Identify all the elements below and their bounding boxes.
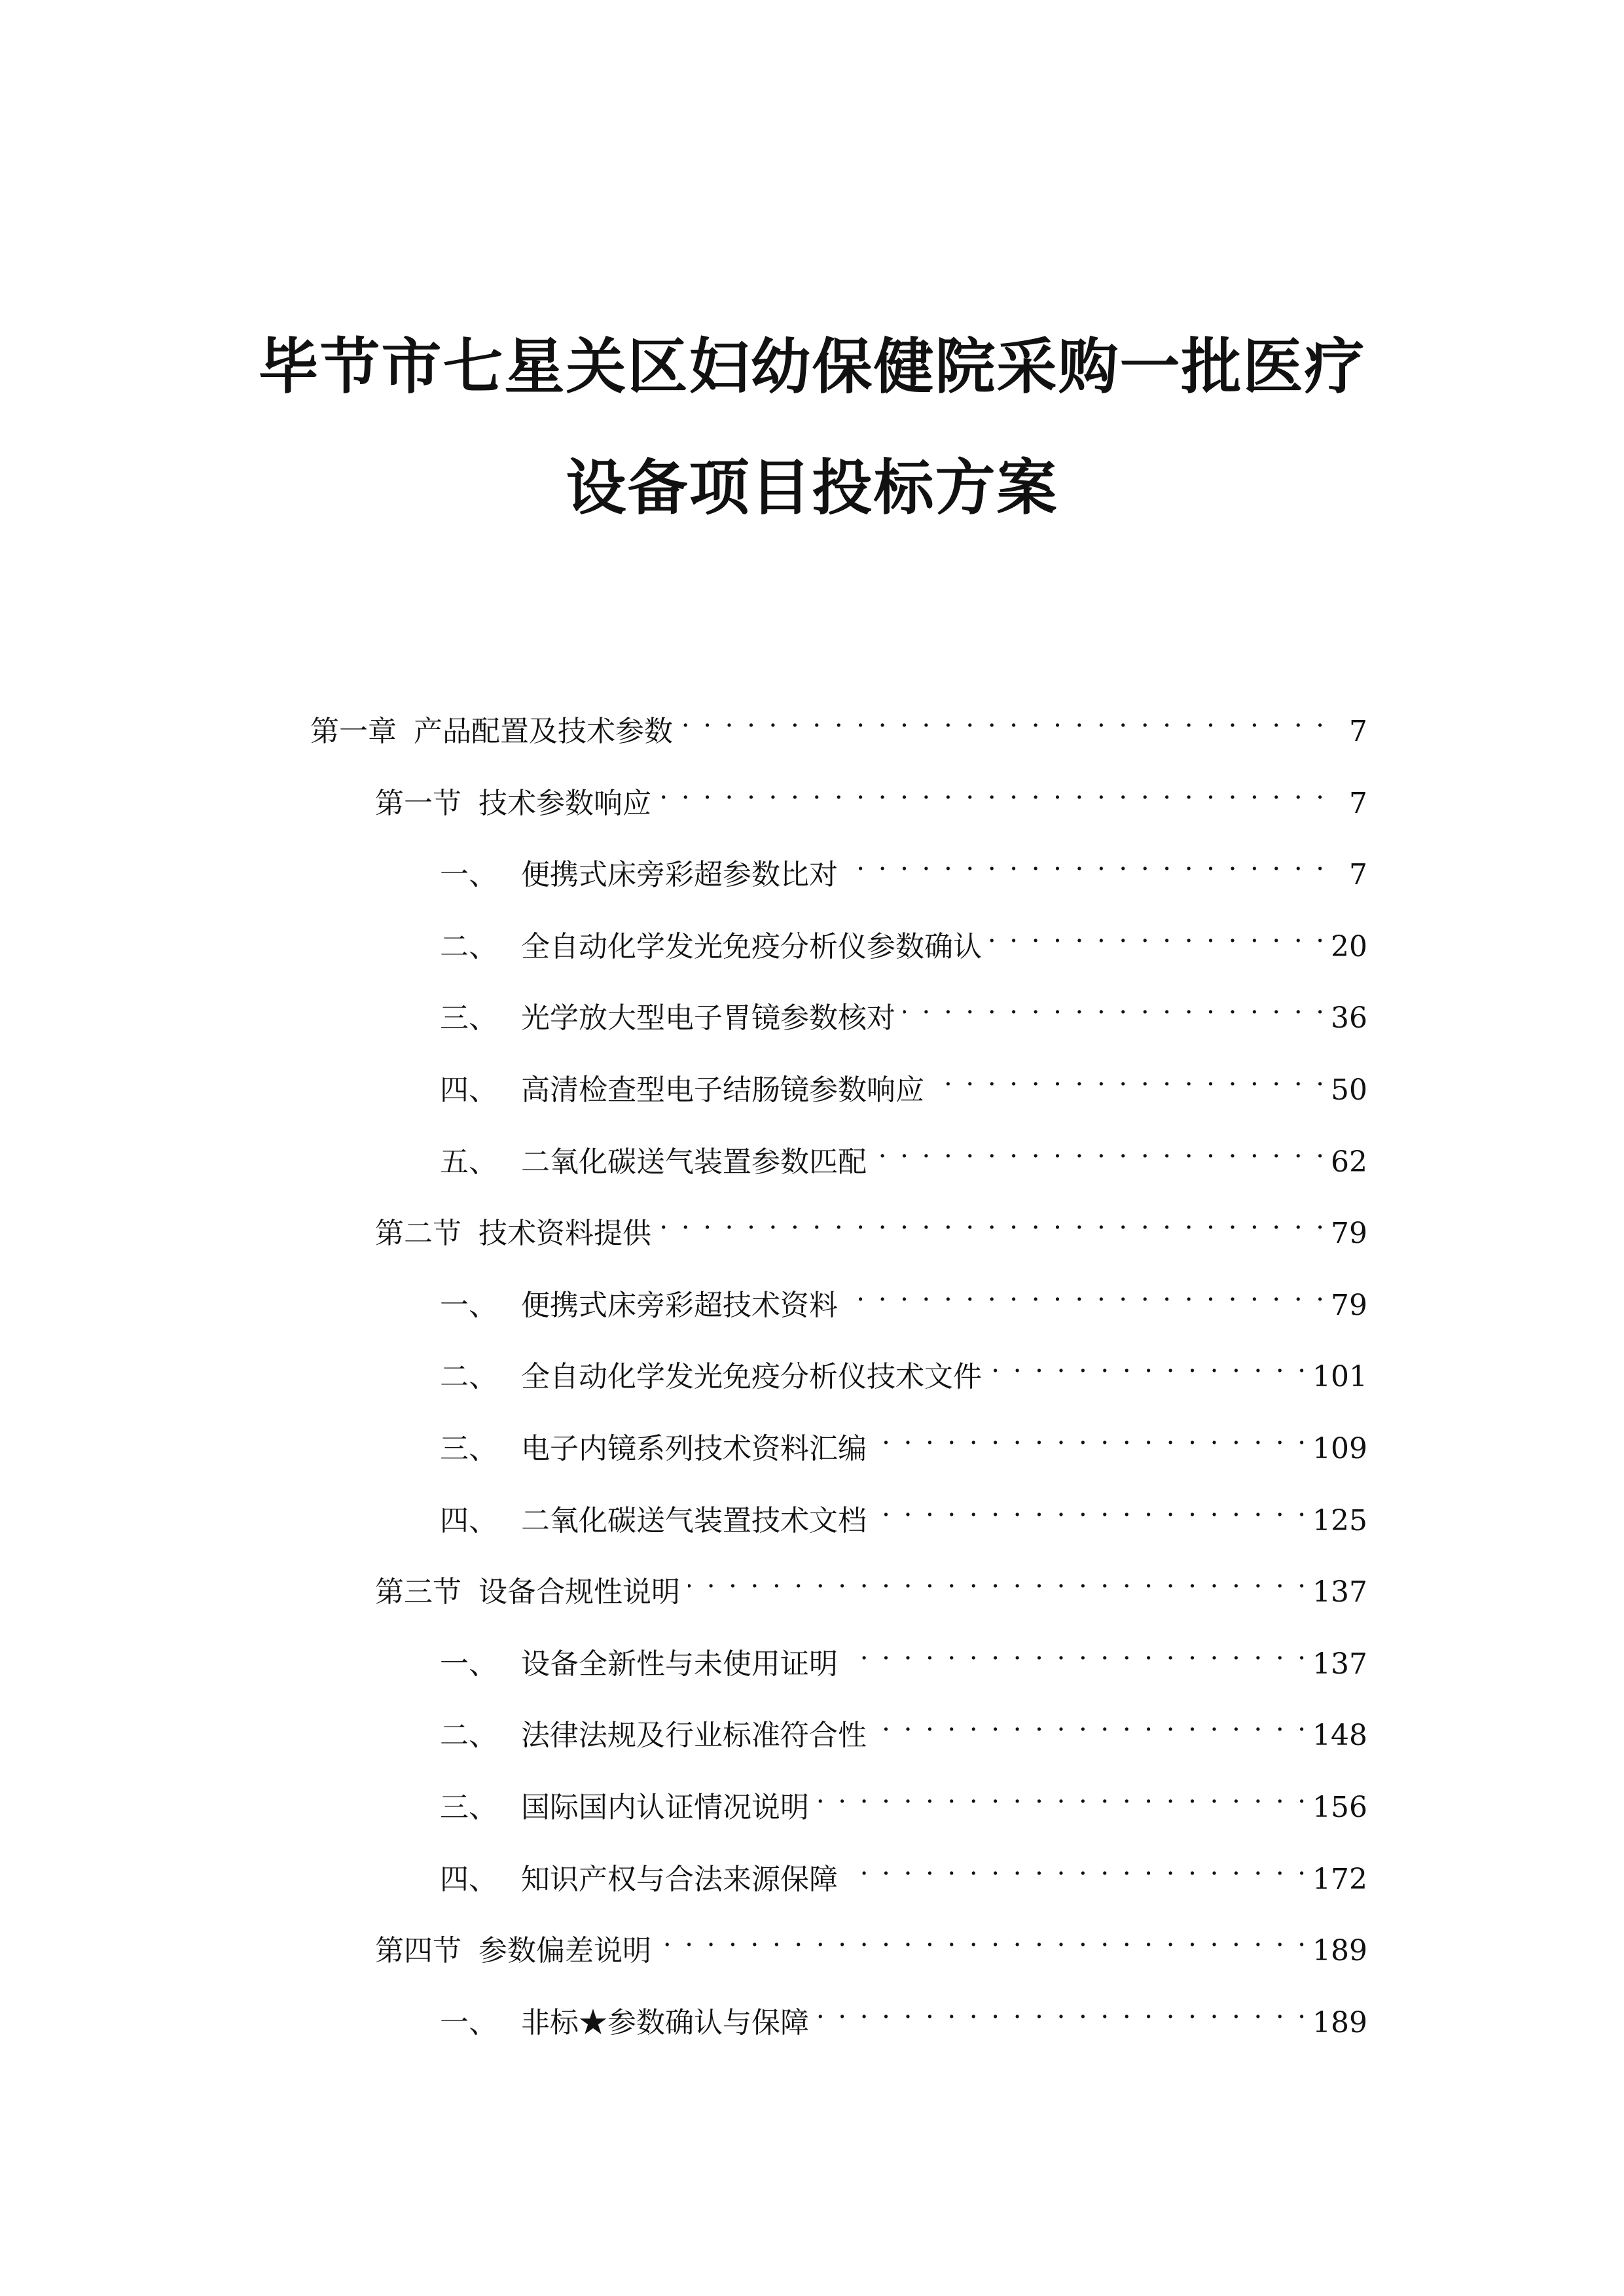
toc-entry-label: 非标★参数确认与保障 (521, 2005, 809, 2039)
toc-entry[interactable] (0, 910, 1624, 963)
toc-entry-row (440, 1269, 1367, 1329)
toc-entry-row (375, 767, 1367, 827)
toc-entry[interactable] (0, 767, 1624, 820)
document-title-line-1: 毕节市七星关区妇幼保健院采购一批医疗 (258, 332, 1366, 402)
toc-entry-page-number: 137 (1312, 1647, 1367, 1681)
toc-entry-label: 电子内镜系列技术资料汇编 (521, 1432, 867, 1465)
toc-entry-row (440, 1340, 1367, 1400)
toc-entry-page-number: 172 (1312, 1862, 1367, 1896)
toc-entry-page-number: 20 (1331, 929, 1367, 963)
toc-entry-number: 五、 (440, 1145, 497, 1179)
toc-entry[interactable] (0, 1699, 1624, 1753)
toc-entry-row (440, 1699, 1367, 1759)
toc-entry-page-number: 50 (1331, 1073, 1367, 1107)
toc-entry-row (375, 1197, 1367, 1257)
toc-entry-page-number: 137 (1312, 1575, 1367, 1609)
toc-entry-number: 四、 (440, 1862, 497, 1896)
toc-entry-page-number: 7 (1349, 715, 1367, 748)
toc-entry-row (375, 1556, 1367, 1615)
toc-entry-label: 二氧化碳送气装置参数匹配 (521, 1145, 867, 1179)
toc-entry[interactable] (0, 1269, 1624, 1322)
toc-entry[interactable] (0, 1484, 1624, 1537)
toc-entry[interactable] (0, 1197, 1624, 1251)
toc-entry-page-number: 7 (1349, 858, 1367, 892)
toc-entry-row (440, 910, 1367, 970)
toc-entry-label: 全自动化学发光免疫分析仪参数确认 (521, 929, 982, 963)
toc-entry-number: 一、 (440, 2005, 497, 2039)
toc-entry-label: 知识产权与合法来源保障 (521, 1862, 838, 1896)
toc-entry-row (310, 695, 1367, 755)
toc-entry-label: 便携式床旁彩超技术资料 (521, 1288, 838, 1322)
toc-entry-row (440, 838, 1367, 898)
toc-entry-label: 二氧化碳送气装置技术文档 (521, 1503, 867, 1537)
toc-entry-page-number: 79 (1331, 1288, 1367, 1322)
toc-entry-page-number: 125 (1312, 1503, 1367, 1537)
toc-dot-leader (659, 1914, 1308, 1960)
toc-entry-number: 第二节 (375, 1217, 461, 1251)
toc-entry-page-number: 36 (1331, 1001, 1367, 1035)
toc-entry[interactable] (0, 1986, 1624, 2039)
toc-entry[interactable] (0, 1628, 1624, 1681)
toc-entry-label: 技术参数响应 (478, 786, 651, 820)
toc-dot-leader (875, 1699, 1308, 1745)
toc-entry-number: 三、 (440, 1791, 497, 1824)
toc-entry-row (440, 1412, 1367, 1472)
toc-entry-label: 参数偏差说明 (478, 1934, 651, 1968)
toc-entry-row (440, 1054, 1367, 1113)
toc-entry-label: 国际国内认证情况说明 (521, 1791, 809, 1824)
toc-entry-label: 便携式床旁彩超参数比对 (521, 858, 838, 892)
toc-dot-leader (875, 1126, 1327, 1172)
toc-entry-number: 第四节 (375, 1934, 461, 1968)
toc-entry-number: 一、 (440, 858, 497, 892)
toc-entry-number: 四、 (440, 1503, 497, 1537)
toc-entry-label: 法律法规及行业标准符合性 (521, 1719, 867, 1753)
toc-dot-leader (817, 1986, 1308, 2032)
toc-dot-leader (846, 1628, 1308, 1674)
toc-entry-label: 高清检查型电子结肠镜参数响应 (521, 1073, 924, 1107)
toc-dot-leader (659, 1197, 1327, 1243)
toc-dot-leader (659, 767, 1327, 813)
toc-entry[interactable] (0, 1914, 1624, 1968)
toc-entry-number: 一、 (440, 1288, 497, 1322)
toc-dot-leader (903, 982, 1327, 1028)
toc-entry[interactable] (0, 982, 1624, 1035)
toc-entry[interactable] (0, 838, 1624, 892)
toc-entry-number: 四、 (440, 1073, 497, 1107)
toc-dot-leader (875, 1412, 1308, 1458)
toc-entry-number: 三、 (440, 1432, 497, 1465)
toc-entry-number: 二、 (440, 1719, 497, 1753)
toc-dot-leader (817, 1771, 1308, 1817)
toc-entry[interactable] (0, 1771, 1624, 1824)
toc-entry-label: 产品配置及技术参数 (414, 715, 673, 748)
toc-entry[interactable] (0, 1556, 1624, 1609)
toc-entry-row (440, 1484, 1367, 1544)
document-title-line-2: 设备项目投标方案 (566, 453, 1058, 523)
toc-entry-row (440, 1986, 1367, 2046)
toc-entry-row (440, 1771, 1367, 1831)
toc-entry-row (375, 1914, 1367, 1974)
toc-dot-leader (681, 695, 1327, 741)
toc-entry-page-number: 101 (1312, 1360, 1367, 1394)
toc-entry-number: 二、 (440, 929, 497, 963)
toc-entry[interactable] (0, 1843, 1624, 1896)
toc-dot-leader (846, 1269, 1327, 1315)
toc-dot-leader (846, 838, 1327, 884)
toc-entry-label: 技术资料提供 (478, 1217, 651, 1251)
toc-entry-number: 第三节 (375, 1575, 461, 1609)
toc-entry-label: 设备合规性说明 (478, 1575, 680, 1609)
toc-entry[interactable] (0, 1054, 1624, 1107)
toc-entry[interactable] (0, 1340, 1624, 1394)
toc-entry-number: 一、 (440, 1647, 497, 1681)
toc-entry[interactable] (0, 695, 1624, 748)
toc-entry-label: 全自动化学发光免疫分析仪技术文件 (521, 1360, 982, 1394)
toc-entry-number: 第一节 (375, 786, 461, 820)
toc-entry-page-number: 156 (1312, 1791, 1367, 1824)
toc-dot-leader (932, 1054, 1327, 1100)
toc-entry[interactable] (0, 1126, 1624, 1179)
toc-entry-page-number: 189 (1312, 1934, 1367, 1968)
toc-entry-page-number: 7 (1349, 786, 1367, 820)
toc-entry-page-number: 62 (1331, 1145, 1367, 1179)
toc-entry[interactable] (0, 1412, 1624, 1465)
toc-entry-row (440, 982, 1367, 1041)
toc-entry-row (440, 1843, 1367, 1903)
toc-dot-leader (846, 1843, 1308, 1889)
toc-entry-page-number: 148 (1312, 1719, 1367, 1753)
toc-dot-leader (990, 1340, 1308, 1386)
toc-entry-row (440, 1628, 1367, 1687)
toc-dot-leader (688, 1556, 1308, 1602)
toc-entry-label: 光学放大型电子胃镜参数核对 (521, 1001, 895, 1035)
toc-entry-number: 二、 (440, 1360, 497, 1394)
toc-entry-row (440, 1126, 1367, 1185)
toc-entry-label: 设备全新性与未使用证明 (521, 1647, 838, 1681)
toc-entry-page-number: 189 (1312, 2005, 1367, 2039)
toc-entry-page-number: 79 (1331, 1217, 1367, 1251)
toc-entry-number: 三、 (440, 1001, 497, 1035)
toc-entry-number: 第一章 (310, 715, 397, 748)
toc-entry-page-number: 109 (1312, 1432, 1367, 1465)
toc-dot-leader (875, 1484, 1308, 1530)
toc-dot-leader (990, 910, 1327, 956)
